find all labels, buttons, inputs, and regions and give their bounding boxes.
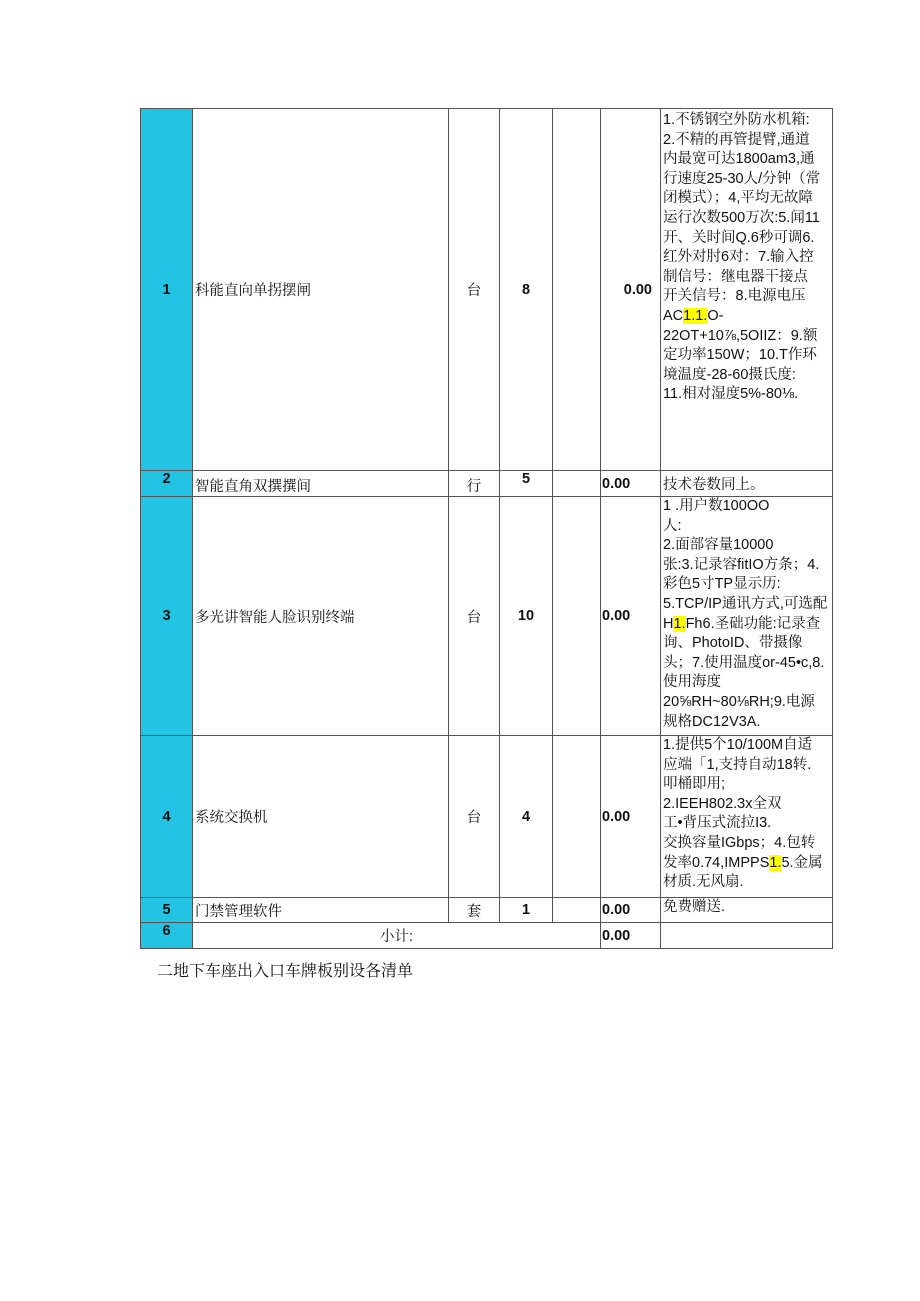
spec-line bbox=[663, 654, 832, 674]
spec-text: 头；7.使用温度or-45•c,8. bbox=[663, 654, 825, 671]
spec-line bbox=[663, 346, 832, 366]
spec-text: O- bbox=[707, 307, 724, 324]
section-caption: 二地下车座出入口车牌板别设各清单 bbox=[157, 963, 414, 980]
row-number: 2 bbox=[141, 471, 193, 497]
item-total: 0.00 bbox=[601, 898, 661, 923]
spec-line bbox=[663, 111, 832, 131]
item-unit: 台 bbox=[449, 497, 500, 736]
spec-text: H bbox=[663, 615, 674, 632]
spec-line bbox=[663, 189, 832, 209]
spec-line bbox=[663, 170, 832, 190]
empty-cell bbox=[661, 923, 833, 949]
item-quantity: 10 bbox=[500, 497, 553, 736]
item-spec bbox=[661, 736, 833, 898]
spec-text: 交换容量IGbps；4.包转 bbox=[663, 834, 816, 851]
spec-line bbox=[663, 307, 832, 327]
spec-text: 境温度-28-60摄氏度: bbox=[663, 366, 796, 383]
table-row bbox=[141, 898, 833, 923]
table-row bbox=[141, 109, 833, 471]
spec-line bbox=[663, 327, 832, 347]
spec-line bbox=[663, 673, 832, 693]
spec-line bbox=[663, 575, 832, 595]
item-quantity: 8 bbox=[500, 109, 553, 471]
spec-line bbox=[663, 693, 832, 713]
spec-line bbox=[663, 834, 832, 854]
spec-text: 2.面部容量10000 bbox=[663, 537, 774, 554]
item-unit: 台 bbox=[449, 109, 500, 471]
item-unit: 行 bbox=[449, 471, 500, 497]
spec-text: 应端「1,支持自动18转. bbox=[663, 756, 812, 773]
spec-text: 11.相对湿度5%-80⅛. bbox=[663, 386, 799, 403]
spec-text: 定功率150W；10.T作环 bbox=[663, 347, 817, 364]
item-quantity: 1 bbox=[500, 898, 553, 923]
row-number: 4 bbox=[141, 736, 193, 898]
spec-text: 使用海度 bbox=[663, 674, 721, 691]
spec-text: 1 .用户数100OO bbox=[663, 498, 770, 514]
row-number: 5 bbox=[141, 898, 193, 923]
row-number: 6 bbox=[141, 923, 193, 949]
table-row bbox=[141, 471, 833, 497]
item-total: 0.00 bbox=[601, 109, 661, 471]
spec-line bbox=[663, 150, 832, 170]
table-row bbox=[141, 736, 833, 898]
item-total: 0.00 bbox=[601, 471, 661, 497]
subtotal-label: 小计: bbox=[193, 923, 601, 949]
spec-text: 闭模式）；4,平均无故障 bbox=[663, 190, 813, 207]
spec-line bbox=[663, 898, 832, 918]
spec-line bbox=[663, 131, 832, 151]
spec-line bbox=[663, 713, 832, 733]
item-name: 科能直向单拐摆闸 bbox=[193, 109, 449, 471]
item-unit: 台 bbox=[449, 736, 500, 898]
spec-text: 5.金属 bbox=[781, 854, 823, 871]
spec-line bbox=[663, 595, 832, 615]
item-name: 智能直角双撰撰间 bbox=[193, 471, 449, 497]
spec-line bbox=[663, 814, 832, 834]
row-number: 1 bbox=[141, 109, 193, 471]
spec-line bbox=[663, 385, 832, 405]
spec-text: 行速度25-30人/分钟（常 bbox=[663, 170, 821, 187]
item-price bbox=[553, 109, 601, 471]
spec-line bbox=[663, 476, 832, 496]
item-unit: 套 bbox=[449, 898, 500, 923]
highlighted-text: 1.1. bbox=[683, 307, 708, 324]
spec-text: 叩桶即用; bbox=[663, 776, 726, 793]
item-price bbox=[553, 471, 601, 497]
spec-text: 1.不锈钢空外防水机箱: bbox=[663, 112, 810, 128]
spec-text: 22OT+10⅞,5OIIZ：9.额 bbox=[663, 327, 818, 344]
spec-text: Fh6.圣础功能:记录查 bbox=[685, 615, 821, 632]
item-name: 多光讲智能人脸识别终端 bbox=[193, 497, 449, 736]
item-quantity: 5 bbox=[500, 471, 553, 497]
spec-line bbox=[663, 756, 832, 776]
spec-line bbox=[663, 795, 832, 815]
item-name: 系统交换机 bbox=[193, 736, 449, 898]
spec-text: 彩色5寸TP显示历: bbox=[663, 576, 781, 593]
item-spec bbox=[661, 471, 833, 497]
spec-text: AC bbox=[663, 307, 684, 324]
item-price bbox=[553, 736, 601, 898]
row-number: 3 bbox=[141, 497, 193, 736]
spec-text: 红外对肘6对：7.输入控 bbox=[663, 249, 814, 266]
spec-text: 发率0.74,IMPPS bbox=[663, 854, 770, 871]
spec-text: 5.TCP/IP通讯方式,可选配 bbox=[663, 595, 828, 612]
spec-text: 工•背压式流拉I3. bbox=[663, 815, 772, 832]
item-quantity: 4 bbox=[500, 736, 553, 898]
item-spec bbox=[661, 898, 833, 923]
spec-line bbox=[663, 615, 832, 635]
spec-line bbox=[663, 209, 832, 229]
table-row bbox=[141, 497, 833, 736]
spec-line bbox=[663, 775, 832, 795]
highlighted-text: 1. bbox=[673, 615, 686, 632]
spec-line bbox=[663, 536, 832, 556]
spec-line bbox=[663, 634, 832, 654]
equipment-table bbox=[140, 108, 833, 949]
subtotal-row bbox=[141, 923, 833, 949]
item-price bbox=[553, 497, 601, 736]
spec-text: 材质.无风扇. bbox=[663, 874, 744, 891]
spec-line bbox=[663, 873, 832, 893]
spec-line bbox=[663, 517, 832, 537]
spec-line bbox=[663, 229, 832, 249]
spec-line bbox=[663, 366, 832, 386]
spec-line bbox=[663, 556, 832, 576]
spec-text: 开关信号：8.电源电压 bbox=[663, 288, 806, 305]
spec-line bbox=[663, 736, 832, 756]
spec-line bbox=[663, 248, 832, 268]
spec-line bbox=[663, 268, 832, 288]
item-spec bbox=[661, 109, 833, 471]
spec-text: 规格DC12V3A. bbox=[663, 713, 761, 730]
subtotal-value: 0.00 bbox=[601, 923, 661, 949]
highlighted-text: 1. bbox=[769, 854, 782, 871]
spec-text: 技术卷数同上。 bbox=[663, 477, 765, 494]
item-spec bbox=[661, 497, 833, 736]
spec-text: 开、关时间Q.6秒可调6. bbox=[663, 229, 815, 246]
spec-text: 人: bbox=[663, 517, 682, 534]
spec-text: 20⅝RH~80⅛RH;9.电源 bbox=[663, 693, 815, 710]
spec-text: 询、PhotoID、带摄像 bbox=[663, 635, 803, 652]
spec-text: 张:3.记录容fitIO方条；4. bbox=[663, 556, 820, 573]
item-total: 0.00 bbox=[601, 497, 661, 736]
spec-text: 运行次数500万次:5.闻11 bbox=[663, 209, 820, 226]
spec-text: 2.不精的再管提臂,通道 bbox=[663, 131, 810, 148]
item-price bbox=[553, 898, 601, 923]
spec-text: 制信号：继电器干接点 bbox=[663, 268, 808, 285]
item-name: 门禁管理软件 bbox=[193, 898, 449, 923]
spec-text: 1.提供5个10/100M自适 bbox=[663, 737, 813, 753]
spec-line bbox=[663, 854, 832, 874]
spec-text: 2.IEEH802.3x全双 bbox=[663, 795, 782, 812]
spec-text: 免费赠送. bbox=[663, 899, 726, 915]
spec-line bbox=[663, 287, 832, 307]
spec-text: 内最宽可达1800am3,通 bbox=[663, 151, 815, 168]
spec-line bbox=[663, 497, 832, 517]
item-total: 0.00 bbox=[601, 736, 661, 898]
